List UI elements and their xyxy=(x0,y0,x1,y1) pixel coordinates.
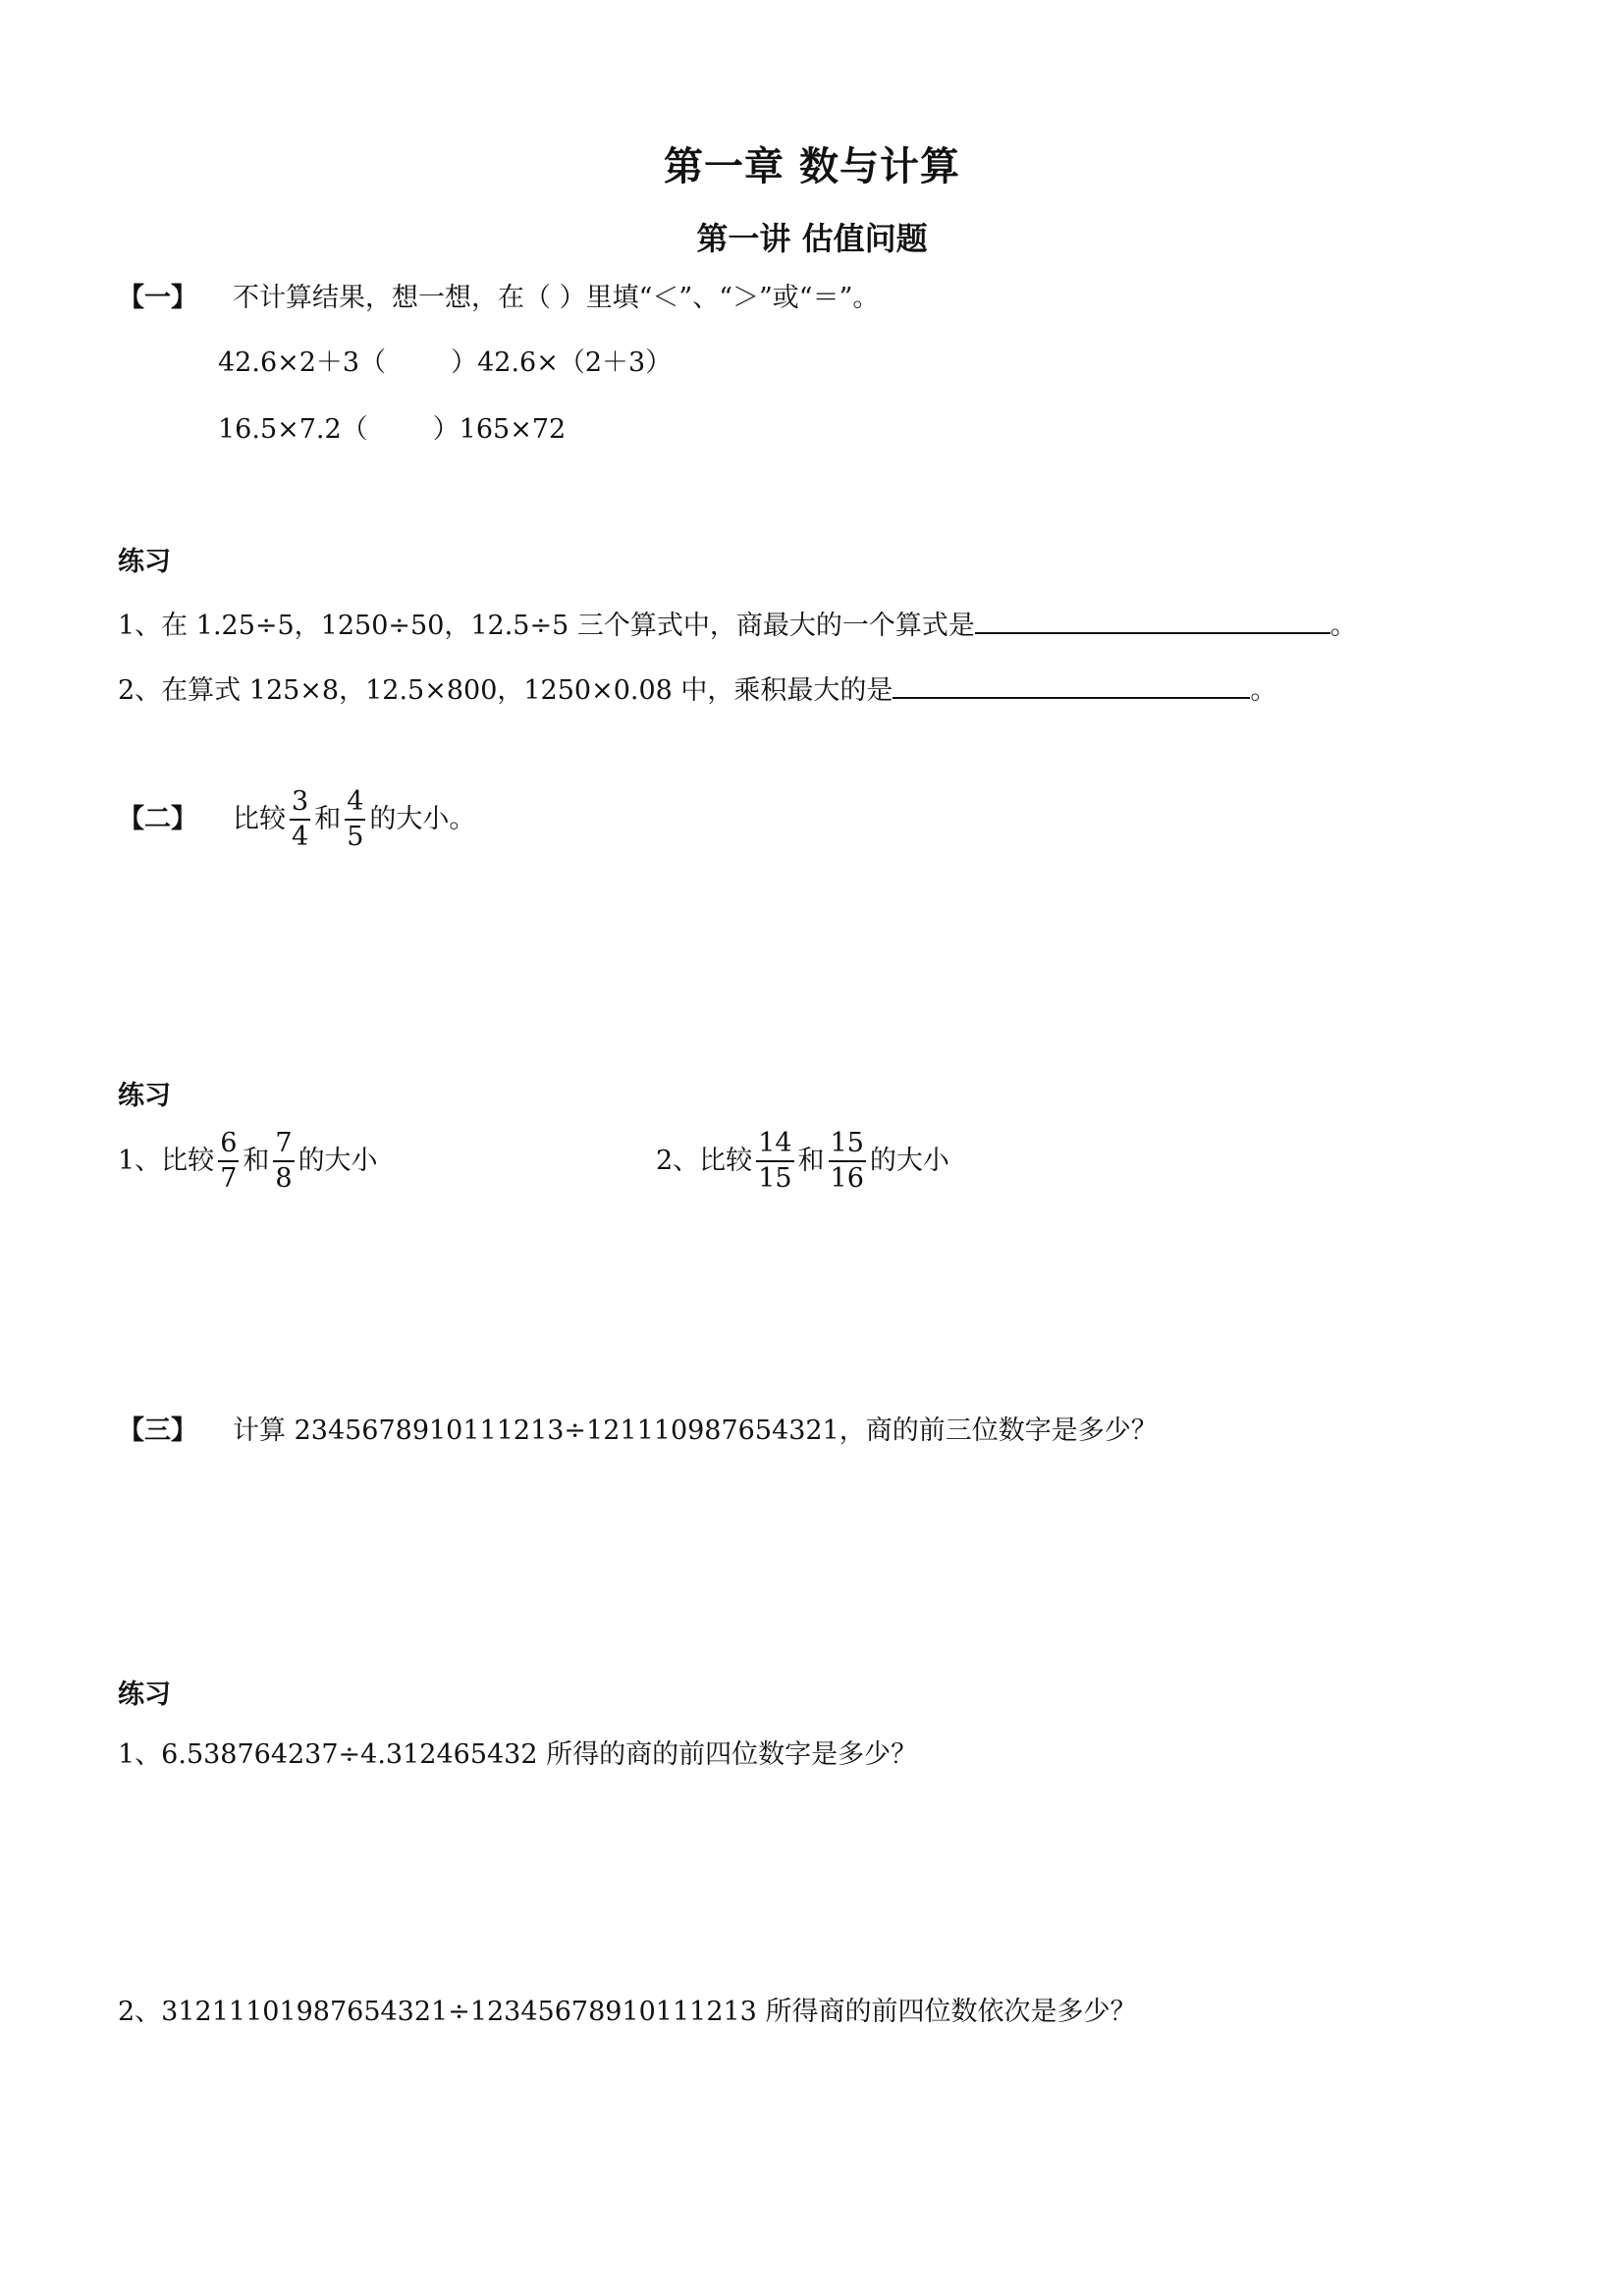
denominator: 4 xyxy=(292,822,309,852)
question-suffix: 的大小 xyxy=(298,1146,378,1176)
section2-tag: 【二】 xyxy=(118,804,197,834)
question-conj: 和 xyxy=(243,1146,270,1176)
question-text: 2、在算式 125×8，12.5×800，1250×0.08 中，乘积最大的是 xyxy=(118,675,893,706)
practice3-item-1: 1、6.538764237÷4.312465432 所得的商的前四位数字是多少？ xyxy=(118,1739,918,1770)
practice3-label: 练习 xyxy=(118,1680,171,1710)
question-conj: 和 xyxy=(797,1146,825,1176)
fraction-6-7 xyxy=(218,1127,239,1196)
question-suffix: 的大小 xyxy=(869,1146,949,1176)
practice2-item-2 xyxy=(656,1127,949,1196)
item-left-expr: 16.5×7.2（ xyxy=(218,414,368,445)
practice1-item-2 xyxy=(118,667,1276,711)
numerator: 14 xyxy=(758,1128,792,1158)
numerator: 4 xyxy=(347,786,364,817)
section1-item-1 xyxy=(218,344,672,383)
section1-tag: 【一】 xyxy=(118,283,197,313)
section2-conj: 和 xyxy=(314,804,342,834)
denominator: 16 xyxy=(830,1163,864,1194)
numerator: 6 xyxy=(220,1128,238,1158)
section3-prompt: 计算 2345678910111213÷121110987654321，商的前三位数字是多少？ xyxy=(233,1415,1158,1446)
fraction-7-8 xyxy=(273,1127,294,1196)
practice2-item-1 xyxy=(118,1127,378,1196)
section1-prompt: 不计算结果，想一想，在（ ）里填“＜”、“＞”或“＝”。 xyxy=(233,283,880,313)
item-left-expr: 42.6×2＋3（ xyxy=(218,347,387,378)
section2-line xyxy=(118,785,475,854)
fraction-15-16 xyxy=(829,1127,866,1196)
practice2-label: 练习 xyxy=(118,1081,171,1111)
item-right-expr: ）165×72 xyxy=(432,414,567,445)
question-text: 1、在 1.25÷5，1250÷50，12.5÷5 三个算式中，商最大的一个算式是 xyxy=(118,611,975,641)
fraction-3-4 xyxy=(290,785,310,854)
question-prefix: 2、比较 xyxy=(656,1146,753,1176)
practice1-item-1 xyxy=(118,603,1357,646)
denominator: 8 xyxy=(275,1163,293,1194)
denominator: 15 xyxy=(758,1163,792,1194)
denominator: 7 xyxy=(220,1163,238,1194)
question-prefix: 1、比较 xyxy=(118,1146,215,1176)
fraction-14-15 xyxy=(756,1127,793,1196)
section2-suffix: 的大小。 xyxy=(369,804,476,834)
section3-line xyxy=(118,1412,1158,1451)
answer-blank[interactable] xyxy=(975,603,1330,634)
section2-prefix: 比较 xyxy=(233,804,286,834)
chapter-title: 第一章 数与计算 xyxy=(664,143,960,189)
practice1-label: 练习 xyxy=(118,547,171,577)
answer-blank[interactable] xyxy=(893,667,1250,699)
numerator: 15 xyxy=(830,1128,864,1158)
fraction-4-5 xyxy=(345,785,365,854)
numerator: 7 xyxy=(275,1128,293,1158)
practice3-item-2: 2、31211101987654321÷12345678910111213 所得商的前四位数依次是多少？ xyxy=(118,1997,1137,2027)
denominator: 5 xyxy=(347,822,364,852)
section1-item-2 xyxy=(218,410,566,450)
numerator: 3 xyxy=(292,786,309,817)
item-right-expr: ）42.6×（2＋3） xyxy=(451,347,673,378)
question-end: 。 xyxy=(1250,675,1277,706)
question-end: 。 xyxy=(1329,611,1357,641)
section1-prompt-line xyxy=(118,279,879,318)
lecture-title: 第一讲 估值问题 xyxy=(696,220,928,257)
section3-tag: 【三】 xyxy=(118,1415,197,1446)
